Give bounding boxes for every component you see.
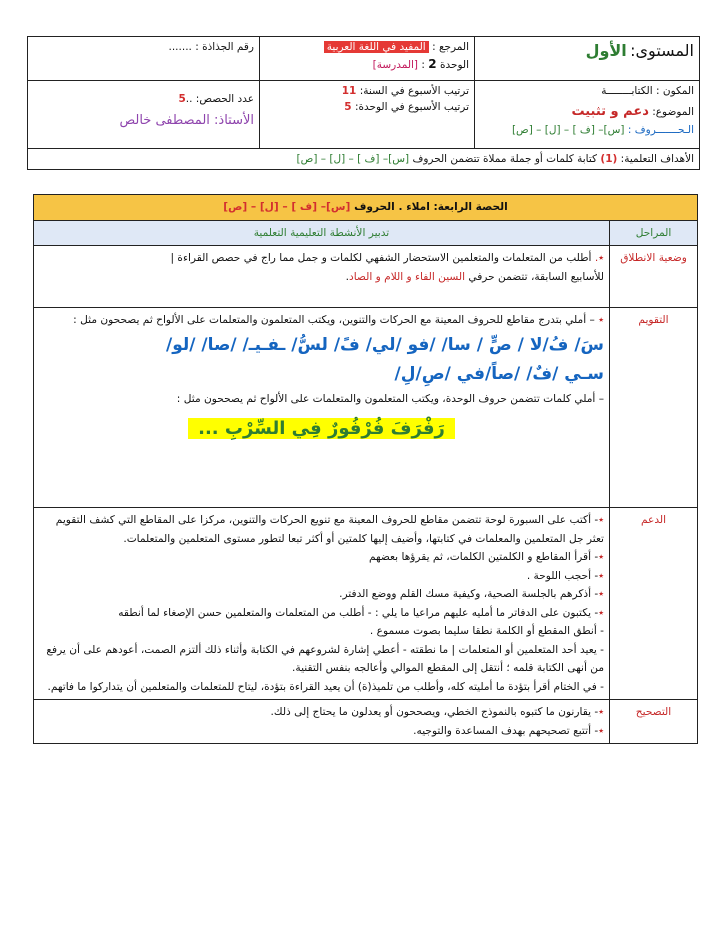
- unit-name: [المدرسة]: [372, 59, 419, 72]
- objectives-number: (1): [600, 153, 618, 165]
- topic-value: دعم و تثبيت: [571, 104, 649, 120]
- stage-assessment: التقويم: [610, 308, 698, 508]
- lesson-title-text: الحصة الرابعة: املاء . الحروف: [354, 201, 508, 213]
- sessions-teacher-cell: [28, 81, 260, 149]
- launch-line2: للأسابيع السابقة، تتضمن حرفي: [468, 270, 605, 283]
- lesson-table: [33, 194, 698, 744]
- objectives-label: الأهداف التعلمية:: [620, 153, 694, 165]
- launch-letters: السين الفاء و اللام و الصاد: [348, 270, 466, 283]
- dictation-phrase: رَفْرَفَ فُرْفُورٌ فِي السِّرْبِ ...: [188, 418, 455, 439]
- component: المكون : الكتابــــــــة: [601, 85, 694, 97]
- stage-correction: التصحيح: [610, 700, 698, 744]
- launch-content: ٭. أطلب من المتعلمات والمتعلمين الاستحضار الشفهي لكلمات و جمل مما راج في حصص القراءة | للأسابيع السابقة، تتضمن حرفي السين الفاء و اللام و الصاد.: [34, 246, 610, 308]
- correction-content: ٭- يقارنون ما كتبوه بالنموذج الخطي، ويصححون أو يعدلون ما يحتاج إلى ذلك. ٭- أتتبع تصحيحهم بهدف المساعدة والتوجيه.: [34, 700, 610, 744]
- component-topic-cell: [475, 81, 700, 149]
- support-p8: في الختام أقرأ بتؤدة ما أمليته كله، وأطلب من تلميذ(ة) أن يعيد القراءة بتؤدة، ليتاح للمتعلمات والمتعلمين أن يتداركوا ما فاتهم.: [47, 680, 597, 693]
- level-value: الأول: [585, 41, 627, 60]
- unit-label: الوحدة: [439, 59, 469, 72]
- sessions-value: 5: [178, 93, 186, 105]
- support-p3: أحجب اللوحة .: [526, 569, 592, 582]
- support-p6: أنطق المقطع أو الكلمة نطقا سليما بصوت مسموع .: [369, 625, 597, 638]
- week-cell: [260, 81, 475, 149]
- assessment-line2: أملي كلمات تتضمن حروف الوحدة، ويكتب المتعلمون والمتعلمات على الألواح ثم يصححون مثل :: [176, 392, 596, 405]
- support-p1: أكتب على السبورة لوحة تتضمن مقاطع للحروف المعينة مع تنويع الحركات والتنوين، مركزا على المقاطع التي كشف التقويم تعثر جل المتعلمين والمعلمات في كتابتها، وأضيف إليها كلمتين أو أكثر تبعا لتطور مستوى المتعلمين والمتعلمات.: [55, 514, 605, 545]
- unit-number: 2: [428, 57, 437, 72]
- launch-dot: .: [345, 270, 349, 283]
- stage-launch: وضعية الانطلاق: [610, 246, 698, 308]
- week-year-label: ترتيب الأسبوع في السنة:: [359, 85, 469, 97]
- sessions-label: عدد الحصص: ..: [185, 93, 254, 105]
- letters-value: [س]– [ف ] – [ل] – [ص]: [511, 124, 625, 137]
- support-p5: يكتبون على الدفاتر ما أمليه عليهم مراعيا ما يلي : - أطلب من المتعلمات والمتعلمين حسن الإصغاء لما أنطقه: [118, 606, 592, 619]
- dictation-drill-1: سَ/ فُ/لا / صٍّ / سا/ /فو /لي/ فً/ لسُّ/ ـفـيـ/ /صا/ /لو/: [166, 334, 605, 355]
- week-unit-value: 5: [344, 101, 352, 114]
- activities-header: تدبير الأنشطة التعليمية التعلمية: [34, 220, 610, 246]
- level-label: المستوى:: [630, 41, 694, 60]
- letters-label: الـحـــــــروف :: [627, 124, 694, 137]
- correction-p2: أتتبع تصحيحهم بهدف المساعدة والتوجيه.: [413, 724, 592, 737]
- lesson-title-letters: [س]– [ف ] – [ل] – [ص]: [223, 201, 351, 213]
- record-number: رقم الجذاذة : .......: [168, 41, 254, 53]
- objectives-letters: [س]– [ف ] – [ل] – [ص]: [296, 153, 410, 165]
- week-unit-label: ترتيب الأسبوع في الوحدة:: [354, 101, 469, 114]
- reference-label: المرجع :: [432, 41, 469, 53]
- assessment-intro: أملي بتدرج مقاطع للحروف المعينة مع الحركات والتنوين، ويكتب المتعلمون والمتعلمات على الألواح ثم يصححون مثل :: [73, 314, 587, 327]
- stage-support: الدعم: [610, 508, 698, 700]
- level-cell: [475, 37, 700, 81]
- lesson-title: [34, 195, 698, 221]
- topic-label: الموضوع:: [652, 106, 694, 119]
- support-p7: يعيد أحد المتعلمين أو المتعلمات | ما نطقته - أعطي إشارة لشروعهم في الكتابة وأثناء ذلك ألتزم الصمت، أعودهم على أن يرفع من أنهى الكتابة قلمه ؛ أنتقل إلى المقطع الموالي وأعالجه بنفس التقنية.: [46, 643, 605, 675]
- stages-header: المراحل: [610, 220, 698, 246]
- support-p4: أذكرهم بالجلسة الصحية، وكيفية مسك القلم ووضع الدفتر.: [339, 588, 592, 601]
- record-cell: [28, 37, 260, 81]
- launch-line1: أطلب من المتعلمات والمتعلمين الاستحضار الشفهي لكلمات و جمل مما راج في حصص القراءة |: [170, 252, 592, 265]
- objectives-cell: [28, 149, 700, 170]
- objectives-text: كتابة كلمات أو جملة مملاة تتضمن الحروف: [412, 153, 598, 165]
- reference-book: المفيد في اللغة العربية: [324, 41, 429, 53]
- reference-cell: المرجع : المفيد في اللغة العربية الوحدة 2 : [المدرسة]: [260, 37, 475, 81]
- correction-p1: يقارنون ما كتبوه بالنموذج الخطي، ويصححون أو يعدلون ما يحتاج إلى ذلك.: [270, 706, 592, 719]
- header-table: [27, 36, 700, 170]
- teacher-name: الأستاذ: المصطفى خالص: [119, 113, 254, 129]
- support-content: ٭- أكتب على السبورة لوحة تتضمن مقاطع للحروف المعينة مع تنويع الحركات والتنوين، مركزا على المقاطع التي كشف التقويم تعثر جل المتعلمين والمعلمات في كتابتها، وأضيف إليها كلمتين أو أكثر تبعا لتطور مستوى المتعلمين والمتعلمات. ٭- أقرأ المقاطع و الكلمتين الكلمات، ثم يقرؤها بعضهم ٭- أحجب اللوحة . ٭- أذكرهم بالجلسة الصحية، وكيفية مسك القلم ووضع الدفتر. ٭- يكتبون على الدفاتر ما أمليه عليهم مراعيا ما يلي : - أطلب من المتعلمات والمتعلمين حسن الإصغاء لما أنطقه - أنطق المقطع أو الكلمة نطقا سليما بصوت مسموع . - يعيد أحد المتعلمين أو المتعلمات | ما نطقته - أعطي إشارة لشروعهم في الكتابة وأثناء ذلك ألتزم الصمت، أعودهم على أن يرفع من أنهى الكتابة قلمه ؛ أنتقل إلى المقطع الموالي وأعالجه بنفس التقنية. - في الختام أقرأ بتؤدة ما أمليته كله، وأطلب من تلميذ(ة) أن يعيد القراءة بتؤدة، ليتاح للمتعلمات والمتعلمين أن يتداركوا ما فاتهم.: [34, 508, 610, 700]
- assessment-content: ٭ – أملي بتدرج مقاطع للحروف المعينة مع الحركات والتنوين، ويكتب المتعلمون والمتعلمات على الألواح ثم يصححون مثل : سَ/ فُ/لا / صٍّ / سا/ /فو /لي/ فً/ لسُّ/ ـفـيـ/ /صا/ /لو/ سـي /فٌ/ /صاً/في /صِ/لِ/ – أملي كلمات تتضمن حروف الوحدة، ويكتب المتعلمون والمتعلمات على الألواح ثم يصححون مثل : رَفْرَفَ فُرْفُورٌ فِي السِّرْبِ ...: [34, 308, 610, 508]
- support-p2: أقرأ المقاطع و الكلمتين الكلمات، ثم يقرؤها بعضهم: [368, 551, 592, 564]
- dictation-drill-2: سـي /فٌ/ /صاً/في /صِ/لِ/: [394, 363, 605, 384]
- week-year-value: 11: [341, 85, 357, 97]
